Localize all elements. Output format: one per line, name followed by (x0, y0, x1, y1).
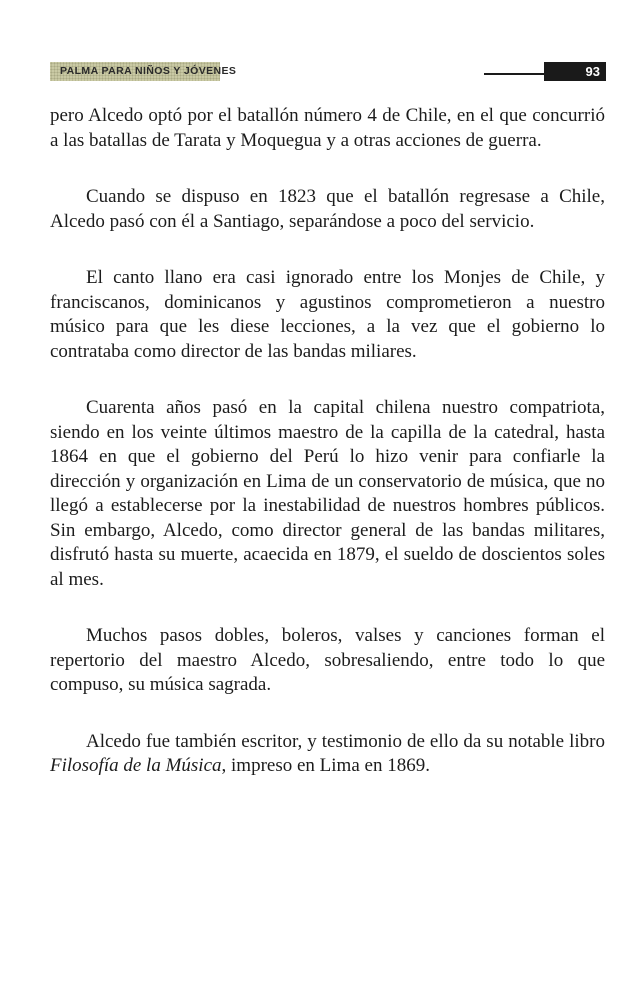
paragraph-5: Muchos pasos dobles, boleros, valses y canciones forman el repertorio del maestro Alcedo, sobresaliendo, entre todo lo que compuso, su música sagrada. (50, 625, 605, 695)
paragraph-6 (50, 730, 605, 779)
paragraph-1: pero Alcedo optó por el batallón número 4 de Chile, en el que concurrió a las batallas de Tarata y Moquegua y a otras acciones de guerra. (50, 105, 605, 151)
paragraph-6-start: Alcedo fue también escritor, y testimonio de ello da su notable libro (86, 730, 605, 752)
running-title: PALMA PARA NIÑOS Y JÓVENES (50, 62, 220, 81)
paragraph-4: Cuarenta años pasó en la capital chilena nuestro compatriota, siendo en los veinte últimos maestro de la capilla de la catedral, hasta 1864 en que el gobierno del Perú lo hizo venir para confiarle la dirección y organización en Lima de un conservatorio de música, que no llegó a establecerse por la inestabilidad de nuestros hombres públicos. Sin embargo, Alcedo, como director general de las bandas militares, disfrutó hasta su muerte, acaecida en 1879, el sueldo de doscientos soles al mes. (50, 397, 605, 590)
header-rule (484, 73, 544, 75)
page-number: 93 (544, 62, 606, 81)
body-text (50, 104, 605, 811)
paragraph-3: El canto llano era casi ignorado entre los Monjes de Chile, y franciscanos, dominicanos y agustinos comprometieron a nuestro músico para que les diese lecciones, a la vez que el gobierno lo contrataba como director de las bandas miliares. (50, 267, 605, 362)
book-title: Filosofía de la Música (50, 755, 222, 776)
paragraph-2: Cuando se dispuso en 1823 que el batallón regresase a Chile, Alcedo pasó con él a Santiago, separándose a poco del servicio. (50, 186, 605, 232)
paragraph-6-end: , impreso en Lima en 1869. (221, 755, 430, 776)
